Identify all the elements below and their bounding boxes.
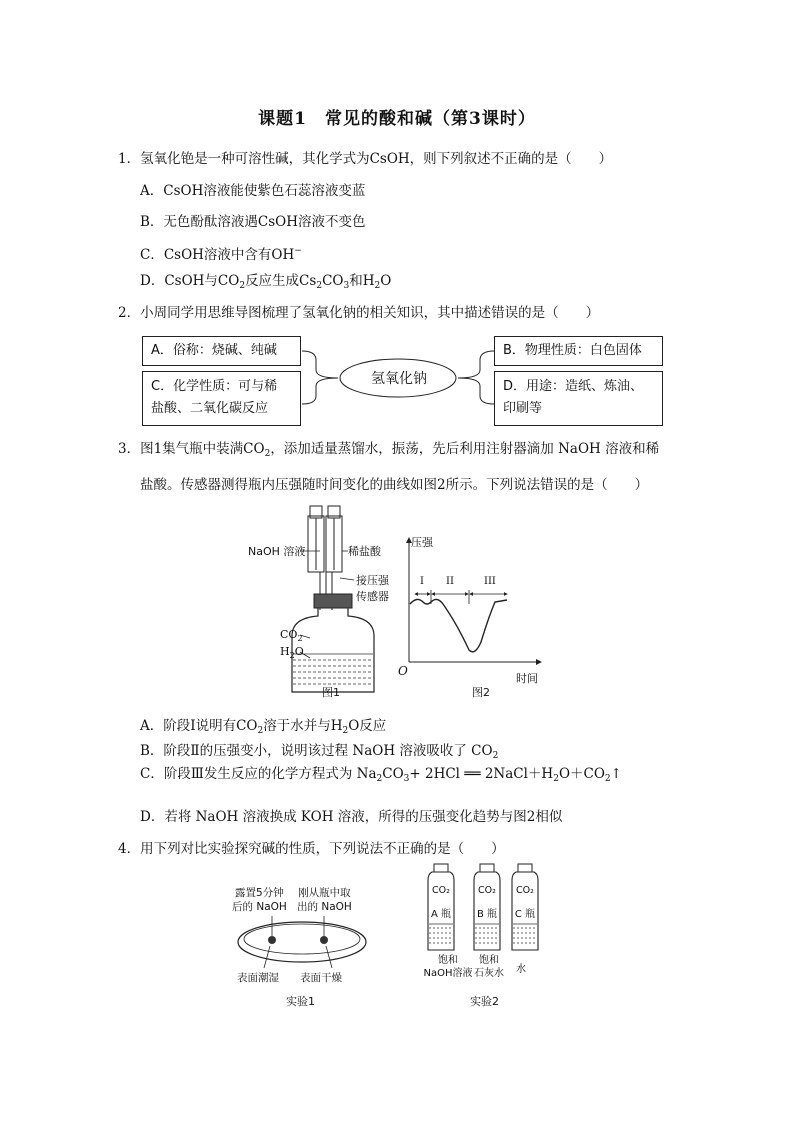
q3-a-t2: 溶于水并与H xyxy=(263,718,343,734)
q3-stem-t1: 3．图1集气瓶中装满CO xyxy=(118,441,265,457)
q1-option-a: A．CsOH溶液能使紫色石蕊溶液变蓝 xyxy=(140,183,366,199)
exp1-watch-glass xyxy=(234,912,374,974)
q1-stem: 1．氢氧化铯是一种可溶性碱，其化学式为CsOH，则下列叙述不正确的是（ ） xyxy=(118,151,613,167)
q3-b-s1: 2 xyxy=(492,751,499,761)
q1-option-d xyxy=(140,272,391,295)
q3-c-s1: 2 xyxy=(376,774,383,784)
q1-option-b: B．无色酚酞溶液遇CsOH溶液不变色 xyxy=(140,214,366,230)
exp1-wet-label: 表面潮湿 xyxy=(237,972,279,984)
q3-a-s2: 2 xyxy=(342,726,349,736)
q3-option-a xyxy=(140,717,386,740)
stopper xyxy=(314,594,352,608)
bottle-a-sat: 饱和 xyxy=(438,955,458,966)
q2-stem: 2．小周同学用思维导图梳理了氢氧化钠的相关知识，其中描述错误的是（ ） xyxy=(118,305,600,321)
q1-d-t1: D．CsOH与CO xyxy=(140,273,240,289)
fig1-co2-t: CO xyxy=(280,628,298,641)
q1-d-t2: 反应生成Cs xyxy=(245,273,317,289)
pressure-curve xyxy=(410,599,507,651)
bottle-b-solution xyxy=(470,954,508,980)
fig1-h2o-s: 2 xyxy=(289,651,295,660)
q3-c-t5: ↑ xyxy=(610,766,622,782)
q3-stem-t2: ，添加适量蒸馏水，振荡，先后利用注射器滴加 NaOH 溶液和稀 xyxy=(270,441,660,457)
q1-c-sup: − xyxy=(294,246,302,256)
naoh-wet-pellet xyxy=(268,936,276,944)
fig2-stage3: III xyxy=(484,576,496,587)
q3-c-s3: 2 xyxy=(553,774,559,784)
fig1-co2-label xyxy=(280,628,303,643)
exp1-caption: 实验1 xyxy=(286,995,315,1008)
exp1-left-line2: 后的 NaOH xyxy=(232,901,287,913)
bottle-b-limewater: 石灰水 xyxy=(474,968,504,979)
mindmap-box-a xyxy=(142,336,301,366)
fig1-sensor-label xyxy=(356,573,389,605)
exp1-right-label xyxy=(297,886,352,914)
q3-stem-s1: 2 xyxy=(264,449,271,459)
bottle-c-co2: CO₂ xyxy=(516,885,534,896)
q3-c-s2: 3 xyxy=(403,774,410,784)
bottle-a-co2: CO₂ xyxy=(432,885,450,896)
q1-d-s4: 2 xyxy=(374,281,381,291)
q1-d-t4: 和H xyxy=(349,273,375,289)
q3-a-s1: 2 xyxy=(257,726,264,736)
box-d-line2: 印刷等 xyxy=(503,401,543,416)
box-d-line1: D．用途：造纸、炼油、 xyxy=(503,379,644,394)
box-b-text: B．物理性质：白色固体 xyxy=(503,343,642,358)
bottle-a-label: A 瓶 xyxy=(430,909,452,920)
q3-c-t1: C．阶段Ⅲ发生反应的化学方程式为 Na xyxy=(140,766,377,782)
fig2-xlabel: 时间 xyxy=(516,672,538,685)
fig1-h2o-label xyxy=(280,645,304,660)
page-title: 课题1 常见的酸和碱（第3课时） xyxy=(258,109,536,129)
exp1-right-line2: 出的 NaOH xyxy=(297,901,352,913)
watch-glass-outer xyxy=(238,922,366,962)
q1-d-t3: CO xyxy=(322,273,344,289)
q1-d-t5: O xyxy=(380,273,392,289)
q3-c-t4: O＋CO xyxy=(558,766,605,782)
bottle-b-sat: 饱和 xyxy=(479,955,499,966)
fig1-h2o-t1: H xyxy=(280,645,290,658)
fig1-caption: 图1 xyxy=(322,686,340,699)
right-brace xyxy=(458,351,494,404)
bottle-c-solution: 水 xyxy=(516,964,526,975)
left-brace xyxy=(302,351,338,404)
q4-stem: 4．用下列对比实验探究碱的性质，下列说法不正确的是（ ） xyxy=(118,841,505,857)
q3-stem-line2: 盐酸。传感器测得瓶内压强随时间变化的曲线如图2所示。下列说法错误的是（ ） xyxy=(140,477,649,493)
bottle-b-label: B 瓶 xyxy=(476,909,498,920)
fig1-sensor-line1: 接压强 xyxy=(356,574,389,587)
watch-glass-inner xyxy=(244,924,360,954)
naoh-dry-pellet xyxy=(320,936,328,944)
exp1-right-line1: 刚从瓶中取 xyxy=(298,887,351,899)
q1-d-s1: 2 xyxy=(239,281,246,291)
fig2-origin: O xyxy=(398,664,408,678)
q3-option-c xyxy=(140,765,622,788)
fig2-caption: 图2 xyxy=(472,686,490,699)
fig1-sensor-line2: 传感器 xyxy=(356,590,389,603)
mindmap-box-d xyxy=(494,371,663,426)
box-a-text: A．俗称：烧碱、纯碱 xyxy=(151,343,277,358)
figure2-pressure-graph xyxy=(395,532,545,672)
fig2-stage2: II xyxy=(446,576,454,587)
q3-b-t1: B．阶段Ⅱ的压强变小，说明该过程 NaOH 溶液吸收了 CO xyxy=(140,743,493,759)
q3-c-s4: 2 xyxy=(604,774,611,784)
box-c-line2: 盐酸、二氧化碳反应 xyxy=(151,401,269,416)
exp1-left-label xyxy=(232,886,287,914)
bottle-a-naoh: NaOH溶液 xyxy=(423,968,473,979)
q3-c-t3: + 2HCl ══ 2NaCl＋H xyxy=(409,766,554,782)
q1-option-c xyxy=(140,242,302,264)
bottle-b-co2: CO₂ xyxy=(478,885,496,896)
exp1-dry-label: 表面干燥 xyxy=(300,972,342,984)
exp1-left-line1: 露置5分钟 xyxy=(235,887,284,899)
q3-a-t1: A．阶段Ⅰ说明有CO xyxy=(140,718,258,734)
exp2-caption: 实验2 xyxy=(470,995,499,1008)
fig1-co2-s: 2 xyxy=(297,634,303,643)
fig2-ylabel: 压强 xyxy=(411,536,433,549)
q3-c-t2: CO xyxy=(382,766,404,782)
q1-d-s3: 3 xyxy=(343,281,350,291)
q3-option-b xyxy=(140,742,498,765)
q1-d-s2: 2 xyxy=(316,281,323,291)
mindmap-center-label: 氢氧化钠 xyxy=(371,371,427,387)
bottle-a-solution xyxy=(420,954,476,980)
mindmap-box-b xyxy=(494,336,663,366)
q1-c-text: C．CsOH溶液中含有OH xyxy=(140,247,295,263)
q3-option-d: D．若将 NaOH 溶液换成 KOH 溶液，所得的压强变化趋势与图2相似 xyxy=(140,809,563,825)
q3-stem-line1 xyxy=(118,440,659,463)
fig1-naoh-label: NaOH 溶液 xyxy=(248,545,306,558)
fig1-hcl-label: 稀盐酸 xyxy=(348,545,381,558)
box-c-line1: C．化学性质：可与稀 xyxy=(151,379,278,394)
q3-a-t3: O反应 xyxy=(348,718,387,734)
fig2-stage1: I xyxy=(420,576,424,587)
bottle-c-label: C 瓶 xyxy=(514,909,536,920)
mindmap-box-c xyxy=(142,371,301,426)
fig1-h2o-t2: O xyxy=(294,645,304,658)
